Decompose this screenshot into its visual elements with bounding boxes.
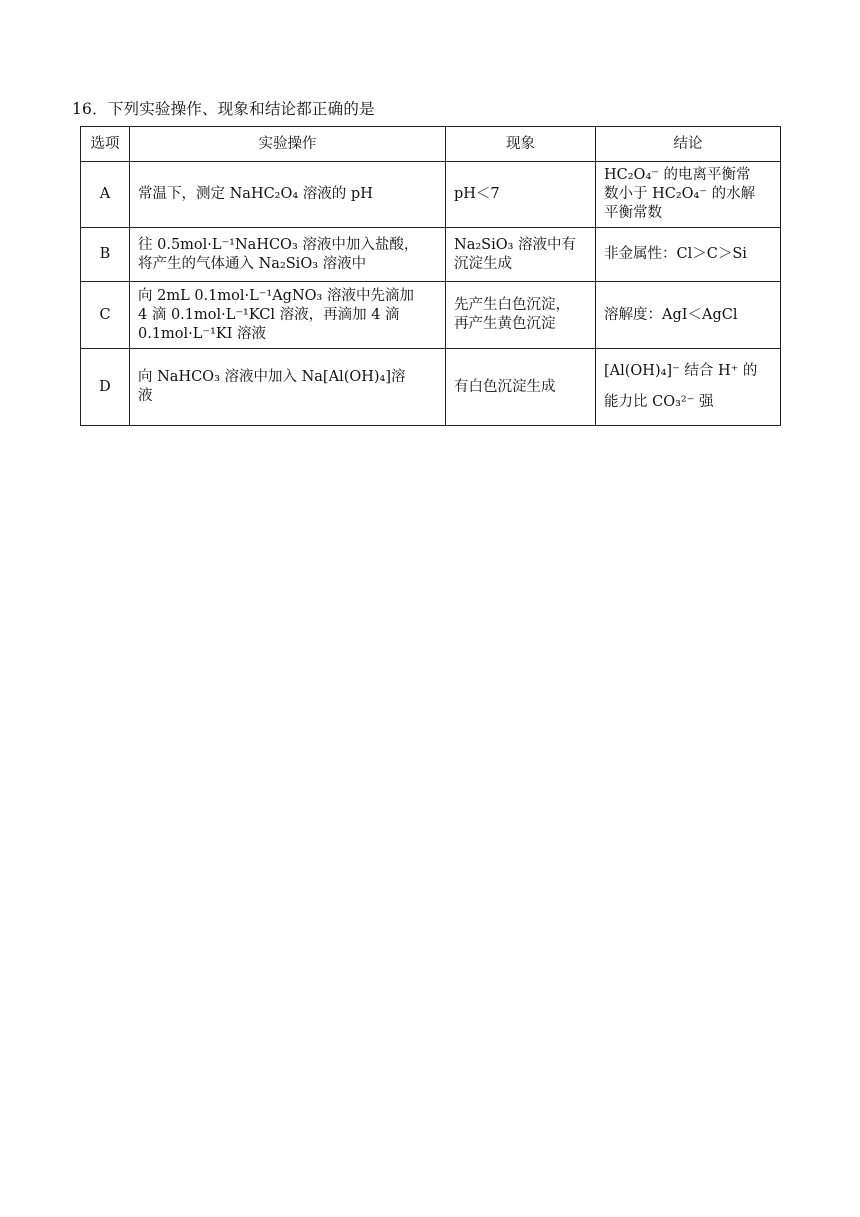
header-option: 选项: [81, 127, 130, 162]
option-label: A: [81, 162, 130, 228]
table-row-c: [81, 282, 781, 349]
operation-line: 液: [138, 388, 153, 404]
operation-line: 将产生的气体通入 Na₂SiO₃ 溶液中: [138, 255, 367, 272]
header-phenomenon: 现象: [446, 127, 596, 162]
operation-line: 4 滴 0.1mol·L⁻¹KCl 溶液，再滴加 4 滴: [138, 306, 400, 323]
header-conclusion: 结论: [596, 127, 781, 162]
option-label: C: [81, 282, 130, 349]
phenomenon-cell: 有白色沉淀生成: [446, 349, 596, 426]
option-label: D: [81, 349, 130, 426]
conclusion-line: HC₂O₄⁻ 的电离平衡常: [604, 167, 751, 183]
table-header-row: [81, 127, 781, 162]
table-row-b: [81, 228, 781, 282]
phenomenon-line: 先产生白色沉淀，: [454, 297, 570, 313]
conclusion-cell: 溶解度：AgI＜AgCl: [596, 282, 781, 349]
phenomenon-line: Na₂SiO₃ 溶液中有: [454, 236, 577, 253]
operation-line: 向 2mL 0.1mol·L⁻¹AgNO₃ 溶液中先滴加: [138, 287, 414, 304]
operation-line: 0.1mol·L⁻¹KI 溶液: [138, 325, 267, 342]
question-title: 16．下列实验操作、现象和结论都正确的是: [72, 100, 375, 118]
operation-cell: 常温下，测定 NaHC₂O₄ 溶液的 pH: [130, 162, 446, 228]
operation-line: 往 0.5mol·L⁻¹NaHCO₃ 溶液中加入盐酸，: [138, 236, 419, 253]
experiment-table: [80, 126, 781, 426]
conclusion-line: 能力比 CO₃²⁻ 强: [604, 394, 714, 410]
phenomenon-cell: [446, 228, 596, 282]
conclusion-line: [Al(OH)₄]⁻ 结合 H⁺ 的: [604, 363, 758, 379]
phenomenon-line: 沉淀生成: [454, 255, 512, 272]
phenomenon-cell: [446, 282, 596, 349]
conclusion-line: 数小于 HC₂O₄⁻ 的水解: [604, 186, 756, 202]
conclusion-cell: [596, 349, 781, 426]
header-operation: 实验操作: [130, 127, 446, 162]
table-row-a: [81, 162, 781, 228]
operation-cell: [130, 349, 446, 426]
table-row-d: [81, 349, 781, 426]
conclusion-line: 平衡常数: [604, 205, 662, 221]
operation-cell: [130, 282, 446, 349]
operation-line: 向 NaHCO₃ 溶液中加入 Na[Al(OH)₄]溶: [138, 369, 406, 385]
phenomenon-line: 再产生黄色沉淀: [454, 316, 556, 332]
option-label: B: [81, 228, 130, 282]
operation-cell: [130, 228, 446, 282]
conclusion-cell: 非金属性：Cl＞C＞Si: [596, 228, 781, 282]
conclusion-cell: [596, 162, 781, 228]
phenomenon-cell: pH＜7: [446, 162, 596, 228]
